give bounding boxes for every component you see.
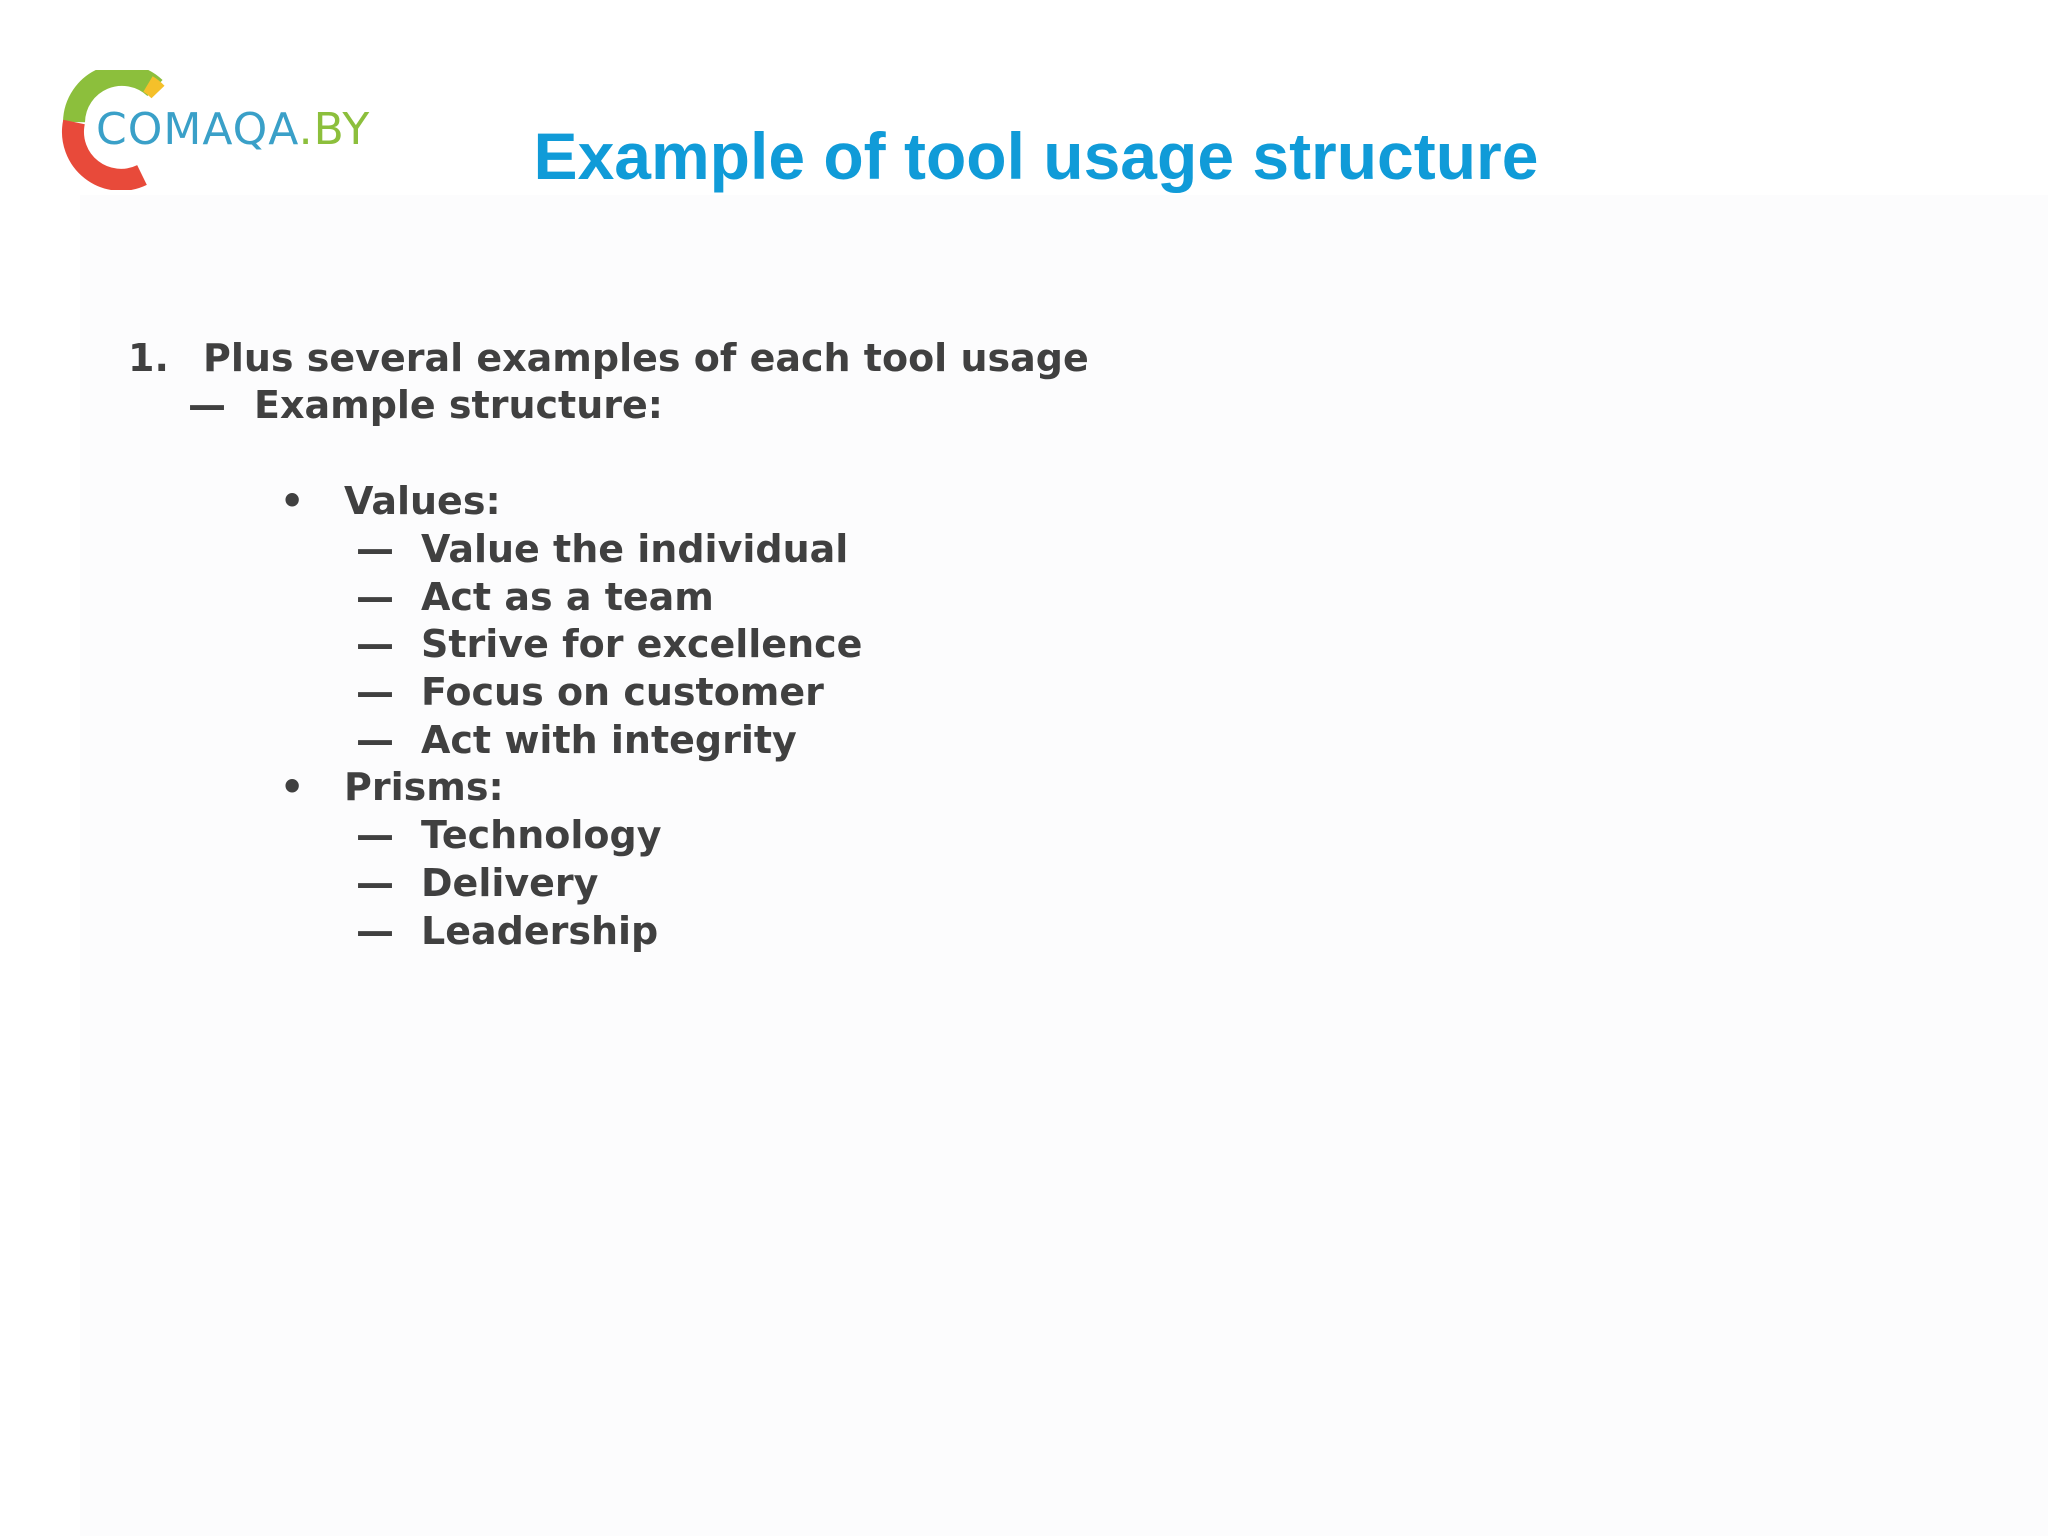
dash-marker: — (356, 575, 394, 619)
list-item: Act as a team (421, 575, 714, 619)
group-label-values: Values: (344, 479, 501, 523)
dash-marker: — (188, 383, 226, 427)
dash-marker: — (356, 813, 394, 857)
list-item: Technology (421, 813, 662, 857)
list-item: Delivery (421, 861, 599, 905)
list-item: Value the individual (421, 527, 849, 571)
dash-marker: — (356, 861, 394, 905)
list-item: Strive for excellence (421, 622, 863, 666)
dash-marker: — (356, 718, 394, 762)
dash-marker: — (356, 527, 394, 571)
dash-marker: — (356, 909, 394, 953)
list-item: Leadership (421, 909, 659, 953)
sub-item-text: Example structure: (254, 383, 663, 427)
group-label-prisms: Prisms: (344, 765, 504, 809)
list-item: Act with integrity (421, 718, 797, 762)
dash-marker: — (356, 622, 394, 666)
bullet-marker: • (280, 765, 305, 809)
slide-title-text: Example of tool usage structure (533, 119, 1539, 193)
list-item-text: Plus several examples of each tool usage (203, 336, 1089, 380)
dash-marker: — (356, 670, 394, 714)
logo-text-suffix: .BY (298, 104, 371, 155)
list-number: 1. (128, 336, 169, 380)
logo-text-main: COMAQA (96, 104, 299, 155)
list-item: Focus on customer (421, 670, 824, 714)
bullet-marker: • (280, 479, 305, 523)
